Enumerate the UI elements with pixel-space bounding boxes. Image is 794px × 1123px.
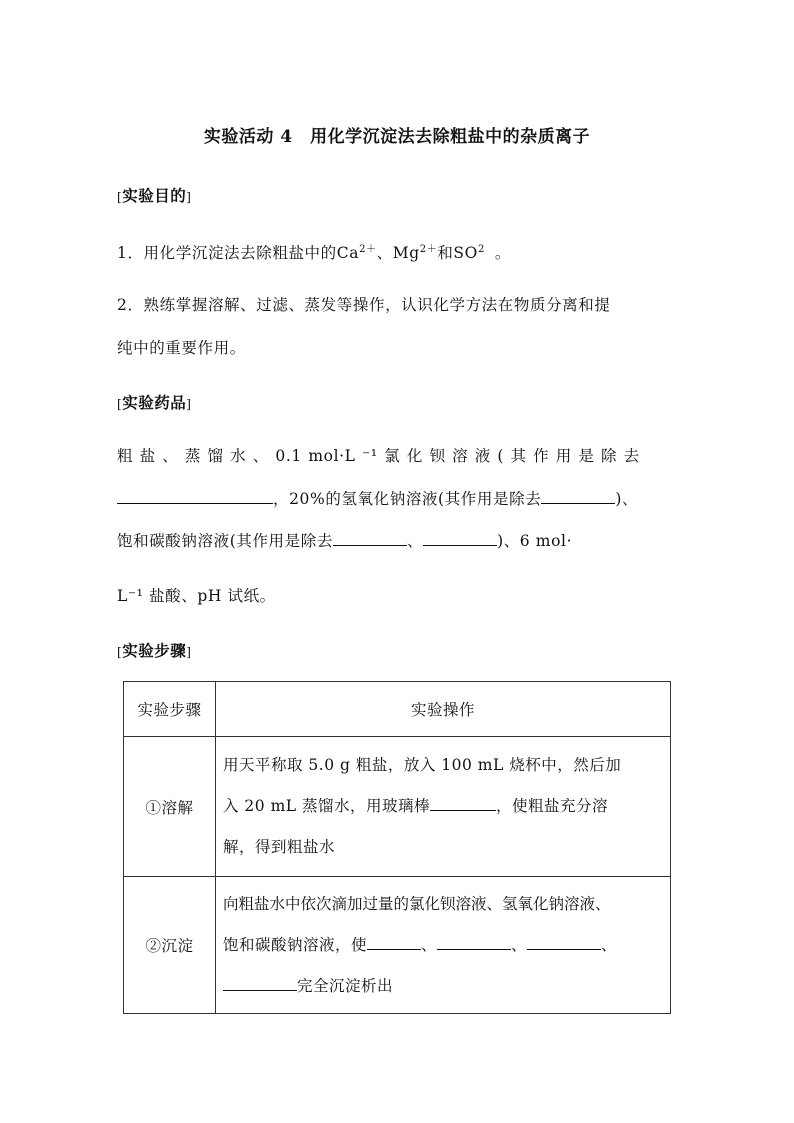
- answer-blank[interactable]: [333, 530, 407, 546]
- answer-blank[interactable]: [527, 934, 601, 950]
- reagents-line-1: 粗 盐 、 蒸 馏 水 、 0.1 mol·L ⁻¹ 氯 化 钡 溶 液 ( 其 作 用 是 除 去: [117, 447, 640, 465]
- answer-blank[interactable]: [423, 530, 497, 546]
- answer-blank[interactable]: [367, 934, 421, 950]
- table-header-row: [124, 682, 671, 737]
- reagents-line-4: L⁻¹ 盐酸、pH 试纸。: [117, 587, 276, 605]
- table-row: [124, 877, 671, 1014]
- answer-blank[interactable]: [430, 795, 496, 811]
- purpose-item-1: 1．用化学沉淀法去除粗盐中的$Ca^{2+}$、$Mg^{2+}$和$SO^2$ 。: [117, 244, 512, 262]
- section-heading-steps: [实验步骤]: [117, 641, 192, 660]
- table-header-operation: 实验操作: [216, 682, 671, 737]
- reagents-line-3: 饱和碳酸钠溶液(其作用是除去 、 )、6 mol·: [117, 532, 573, 550]
- purpose-item-2-line-2: 纯中的重要作用。: [117, 339, 246, 357]
- table-row: [124, 737, 671, 877]
- answer-blank[interactable]: [117, 488, 273, 504]
- section-heading-purpose: [实验目的]: [117, 186, 192, 205]
- step-operation: 向粗盐水中依次滴加过量的氯化钡溶液、氢氧化钠溶液、 饱和碳酸钠溶液，使 、 、 、 完全沉淀析出: [216, 877, 671, 1014]
- step-label: ①溶解: [124, 737, 216, 877]
- answer-blank[interactable]: [541, 488, 615, 504]
- step-operation: 用天平称取 5.0 g 粗盐，放入 100 mL 烧杯中，然后加 入 20 mL 蒸馏水，用玻璃棒 ，使粗盐充分溶 解，得到粗盐水: [216, 737, 671, 877]
- reagents-line-2: ，20%的氢氧化钠溶液(其作用是除去 )、: [117, 487, 679, 509]
- table-header-step: 实验步骤: [124, 682, 216, 737]
- steps-table: [123, 681, 671, 1014]
- answer-blank[interactable]: [223, 975, 297, 991]
- purpose-item-2-line-1: 2．熟练掌握溶解、过滤、蒸发等操作，认识化学方法在物质分离和提: [117, 296, 611, 314]
- page-title: 实验活动 4 用化学沉淀法去除粗盐中的杂质离子: [203, 127, 591, 147]
- answer-blank[interactable]: [437, 934, 511, 950]
- step-label: ②沉淀: [124, 877, 216, 1014]
- section-heading-reagents: [实验药品]: [117, 393, 192, 412]
